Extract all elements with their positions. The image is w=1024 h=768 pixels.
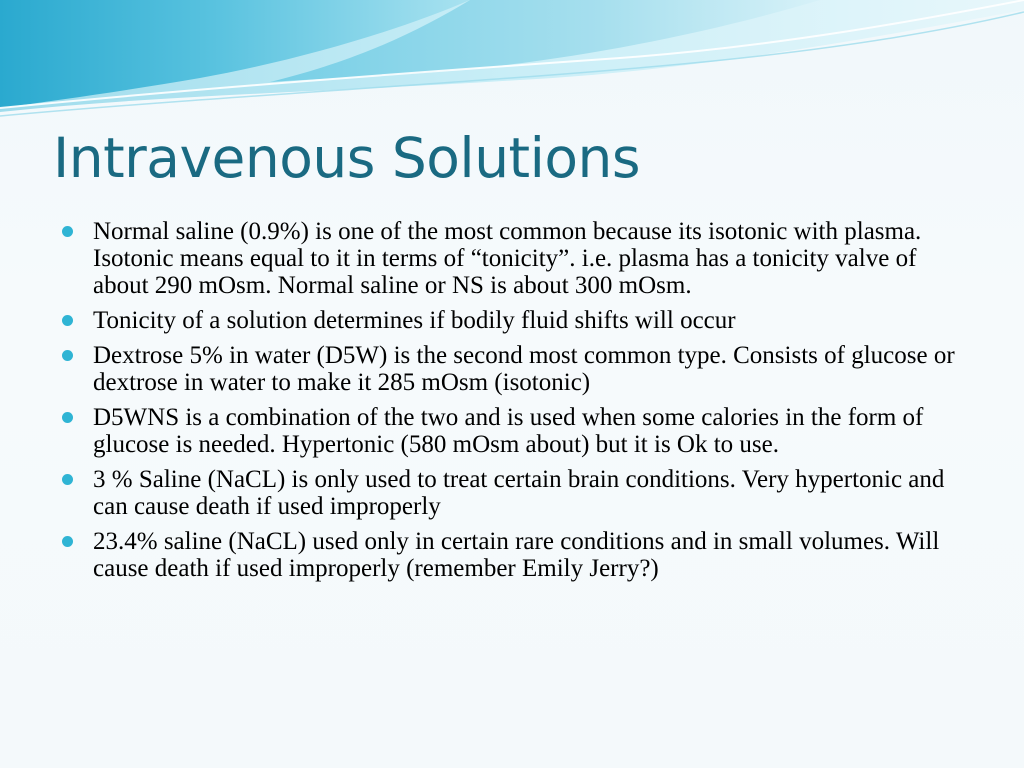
bullet-text: 23.4% saline (NaCL) used only in certain rare conditions and in small volumes. Will cause death if used improperly (remember Emily Jerry?) — [93, 528, 940, 582]
bullet-item — [60, 307, 970, 334]
bullet-dot-icon — [62, 412, 73, 423]
bullet-dot-icon — [62, 226, 73, 237]
slide-title: Intravenous Solutions — [53, 126, 641, 190]
bullet-list — [60, 218, 970, 590]
bullet-item — [60, 404, 970, 458]
bullet-text: D5WNS is a combination of the two and is used when some calories in the form of glucose is needed. Hypertonic (580 mOsm about) but it is Ok to use. — [93, 404, 924, 458]
bullet-item — [60, 342, 970, 396]
bullet-item — [60, 528, 970, 582]
bullet-dot-icon — [62, 350, 73, 361]
bullet-item — [60, 466, 970, 520]
bullet-text: Dextrose 5% in water (D5W) is the second most common type. Consists of glucose or dextrose in water to make it 285 mOsm (isotonic) — [93, 342, 955, 396]
bullet-text: 3 % Saline (NaCL) is only used to treat certain brain conditions. Very hypertonic and can cause death if used improperly — [93, 466, 945, 520]
bullet-item — [60, 218, 970, 299]
bullet-dot-icon — [62, 315, 73, 326]
bullet-text: Tonicity of a solution determines if bodily fluid shifts will occur — [93, 307, 736, 334]
wave-header-decoration — [0, 0, 1024, 130]
bullet-dot-icon — [62, 536, 73, 547]
bullet-dot-icon — [62, 474, 73, 485]
bullet-text: Normal saline (0.9%) is one of the most common because its isotonic with plasma. Isotonic means equal to it in terms of “tonicity”. i.e. plasma has a tonicity valve of about 290 mOsm. Normal saline or NS is about 300 mOsm. — [93, 218, 922, 299]
